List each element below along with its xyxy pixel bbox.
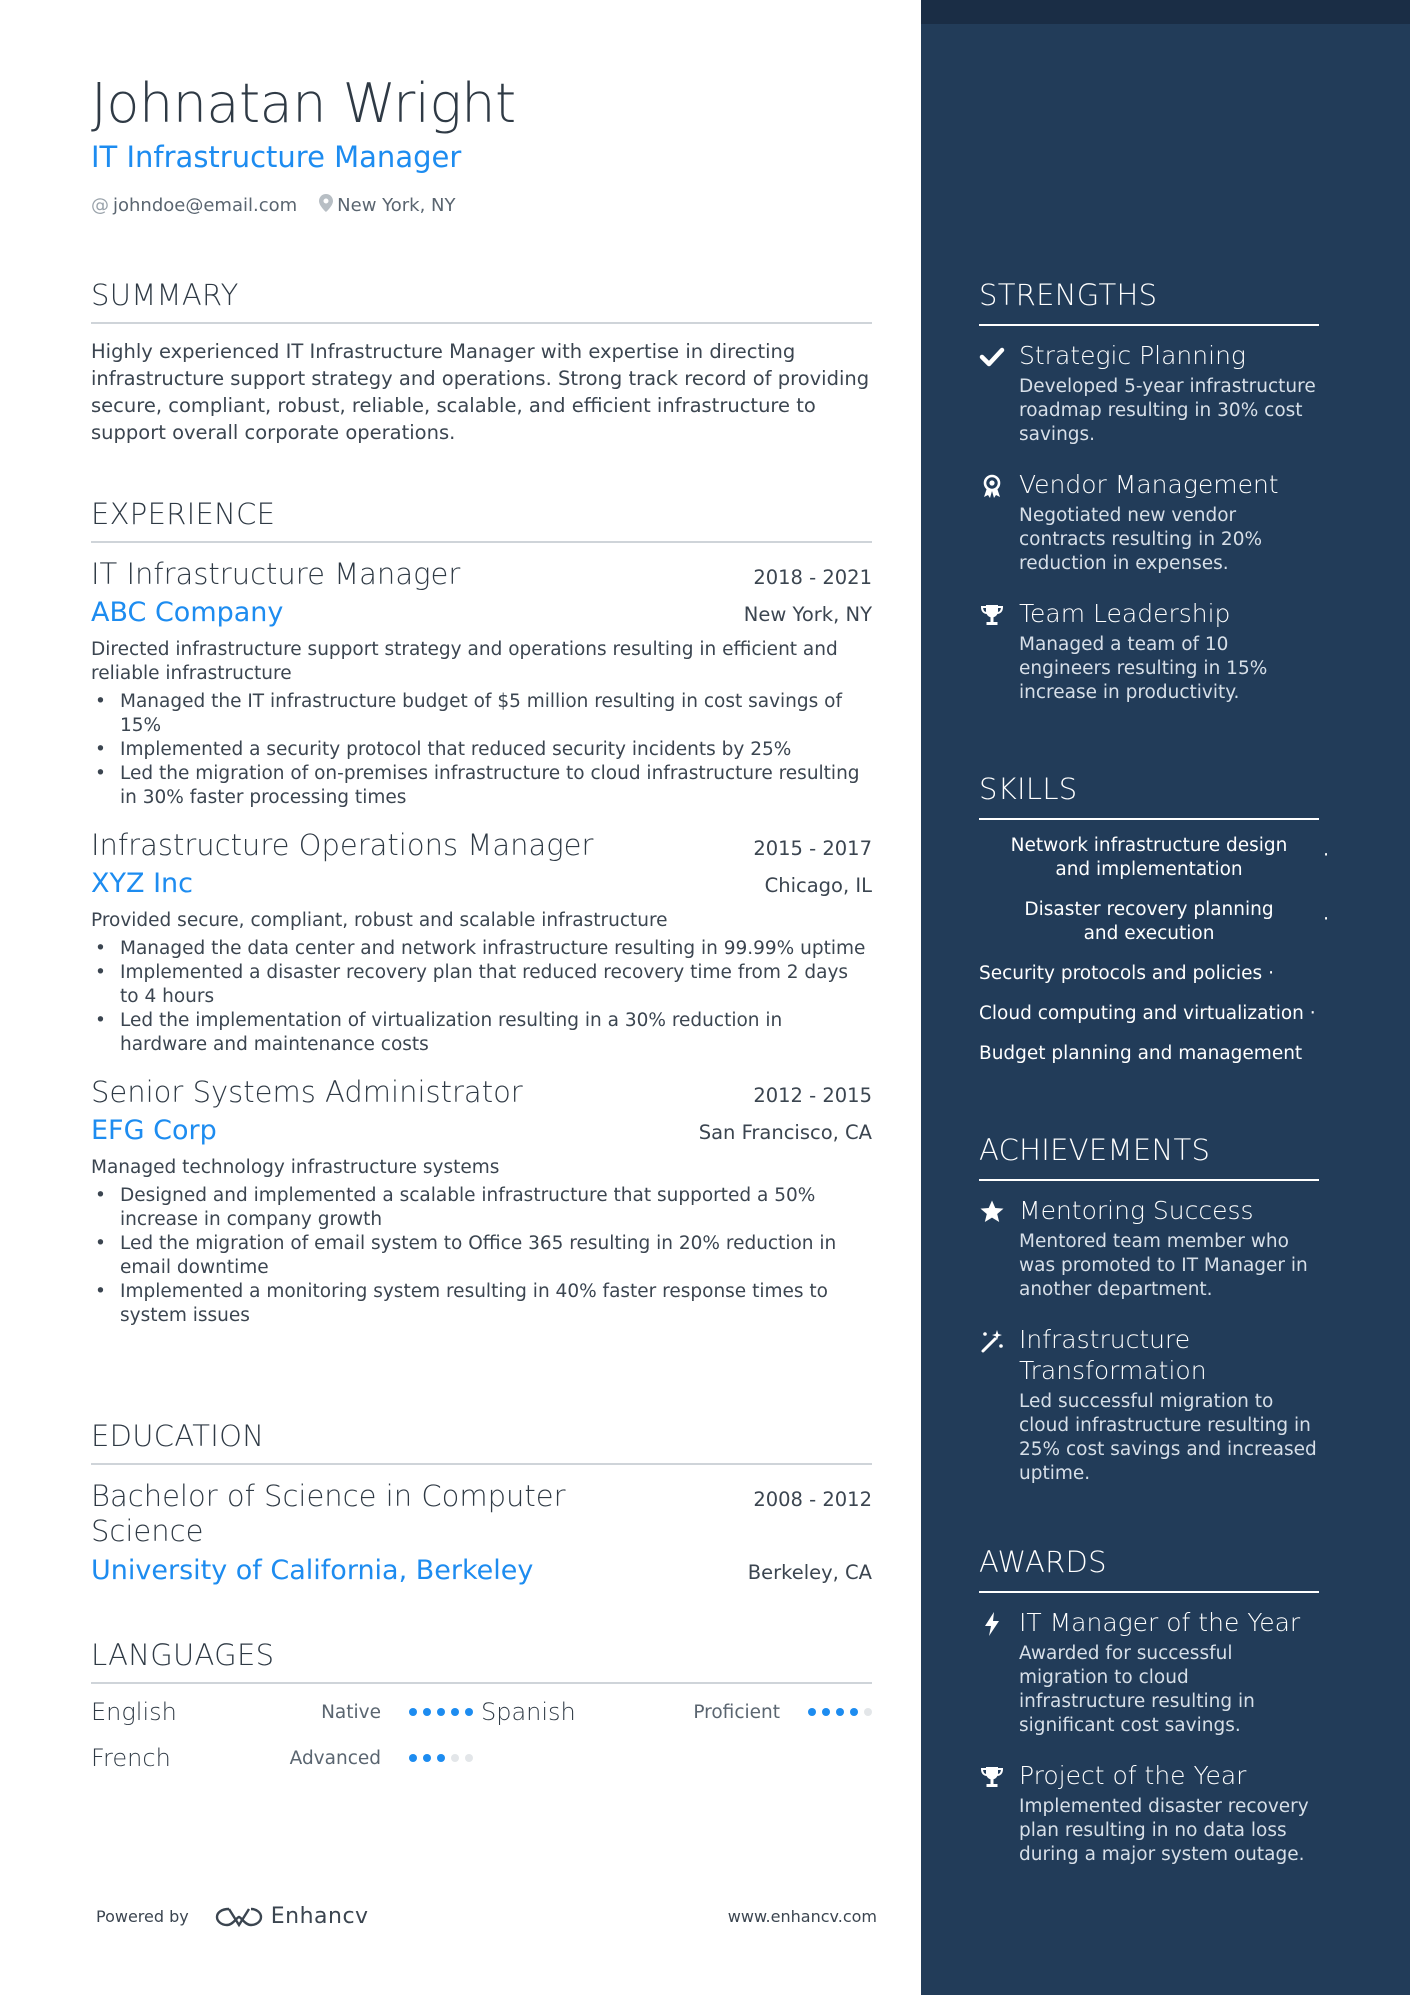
language-dots — [409, 1708, 473, 1716]
email-text: johndoe@email.com — [113, 195, 298, 216]
proficiency-dot-empty — [451, 1754, 459, 1762]
job-entry — [91, 828, 872, 1057]
strength-item — [979, 469, 1319, 576]
job-entry — [91, 1075, 872, 1328]
skill-separator: · — [1309, 1003, 1316, 1024]
award-item — [979, 1760, 1319, 1867]
strength-text: Developed 5-year infrastructure roadmap resulting in 30% cost savings. — [1019, 376, 1316, 445]
location-item — [319, 194, 455, 217]
job-entry — [91, 557, 872, 810]
skills-heading: SKILLS — [979, 772, 1319, 820]
skill-separator: · — [1323, 909, 1329, 930]
degree: Bachelor of Science in Computer Science — [91, 1479, 566, 1548]
brand-logo[interactable] — [215, 1904, 369, 1929]
proficiency-dot-filled — [451, 1708, 459, 1716]
languages-heading: LANGUAGES — [91, 1638, 872, 1684]
award-ribbon-icon — [979, 473, 1007, 501]
job-company: ABC Company — [91, 597, 284, 628]
star-icon — [979, 1199, 1007, 1227]
strength-item — [979, 340, 1319, 447]
job-company: EFG Corp — [91, 1115, 217, 1146]
strength-text: Managed a team of 10 engineers resulting in 15% increase in productivity. — [1019, 634, 1268, 703]
achievement-item — [979, 1324, 1319, 1486]
job-dates: 2015 - 2017 — [753, 837, 872, 860]
language-item — [481, 1698, 872, 1726]
candidate-title: IT Infrastructure Manager — [91, 140, 462, 174]
proficiency-dot-filled — [850, 1708, 858, 1716]
education-dates: 2008 - 2012 — [753, 1488, 872, 1511]
achievement-title: Mentoring Success — [1019, 1196, 1254, 1225]
job-bullets — [91, 937, 872, 1057]
enhancv-logo-icon — [215, 1905, 263, 1929]
award-item — [979, 1607, 1319, 1738]
experience-section — [91, 497, 872, 1328]
language-name: English — [91, 1698, 177, 1726]
job-bullets — [91, 1184, 872, 1328]
strengths-section — [979, 278, 1319, 705]
award-text: Implemented disaster recovery plan resulting in no data loss during a major system outage. — [1019, 1796, 1309, 1865]
location-pin-icon — [319, 194, 333, 217]
proficiency-dot-filled — [423, 1754, 431, 1762]
language-item — [91, 1698, 481, 1726]
job-role: Infrastructure Operations Manager — [91, 828, 594, 862]
contact-row — [91, 194, 477, 217]
job-bullet: • Managed the data center and network infrastructure resulting in 99.99% uptime — [91, 937, 872, 961]
skills-section — [979, 772, 1329, 1082]
magic-wand-icon — [979, 1328, 1007, 1356]
proficiency-dot-filled — [465, 1708, 473, 1716]
education-section — [91, 1419, 872, 1586]
experience-heading: EXPERIENCE — [91, 497, 872, 543]
achievement-item — [979, 1195, 1319, 1302]
job-location: New York, NY — [743, 603, 872, 626]
job-bullet: • Led the migration of on-premises infrastructure to cloud infrastructure resulting in 30% faster processing times — [91, 762, 872, 810]
proficiency-dot-filled — [822, 1708, 830, 1716]
proficiency-dot-filled — [808, 1708, 816, 1716]
job-role: Senior Systems Administrator — [91, 1075, 523, 1109]
language-level: Advanced — [289, 1747, 381, 1769]
proficiency-dot-filled — [409, 1708, 417, 1716]
job-bullet: • Led the migration of email system to Office 365 resulting in 20% reduction in email downtime — [91, 1232, 872, 1280]
skill-item: Security protocols and policies · — [979, 963, 1274, 984]
proficiency-dot-empty — [864, 1708, 872, 1716]
strength-title: Team Leadership — [1019, 599, 1231, 628]
job-role: IT Infrastructure Manager — [91, 557, 461, 591]
website-link[interactable]: www.enhancv.com — [727, 1907, 877, 1926]
language-item — [91, 1744, 481, 1772]
summary-section — [91, 278, 872, 446]
language-name: Spanish — [481, 1698, 576, 1726]
skills-list — [979, 834, 1329, 1066]
job-bullet: • Implemented a security protocol that reduced security incidents by 25% — [91, 738, 872, 762]
achievement-text: Mentored team member who was promoted to IT Manager in another department. — [1019, 1231, 1308, 1300]
at-icon: @ — [91, 195, 109, 216]
job-bullet: • Implemented a disaster recovery plan that reduced recovery time from 2 days to 4 hours — [91, 961, 872, 1009]
sidebar-top-band — [921, 0, 1410, 24]
language-dots — [808, 1708, 872, 1716]
job-description: Directed infrastructure support strategy and operations resulting in efficient and reliable infrastructure — [91, 639, 838, 684]
education-entry — [91, 1479, 872, 1586]
skill-item: Disaster recovery planning and execution · — [1024, 899, 1329, 944]
proficiency-dot-empty — [465, 1754, 473, 1762]
languages-section — [91, 1638, 872, 1772]
job-dates: 2012 - 2015 — [753, 1084, 872, 1107]
proficiency-dot-filled — [423, 1708, 431, 1716]
languages-list — [91, 1698, 872, 1772]
language-name: French — [91, 1744, 171, 1772]
check-icon — [979, 344, 1007, 372]
awards-heading: AWARDS — [979, 1545, 1319, 1593]
job-bullet: • Led the implementation of virtualization resulting in a 30% reduction in hardware and maintenance costs — [91, 1009, 872, 1057]
location-text: New York, NY — [337, 195, 456, 216]
award-title: IT Manager of the Year — [1019, 1608, 1301, 1637]
proficiency-dot-filled — [437, 1754, 445, 1762]
awards-section — [979, 1545, 1319, 1867]
award-title: Project of the Year — [1019, 1761, 1247, 1790]
summary-text: Highly experienced IT Infrastructure Manager with expertise in directing infrastructure support strategy and operations. Strong track record of providing secure, compliant, robust, reliable, scalable, and efficient infrastructure to support overall corporate operations. — [91, 340, 870, 444]
job-bullet: • Designed and implemented a scalable infrastructure that supported a 50% increase in company growth — [91, 1184, 872, 1232]
trophy-icon — [979, 602, 1007, 630]
achievements-section — [979, 1133, 1319, 1486]
skill-item: Cloud computing and virtualization · — [979, 1003, 1316, 1024]
summary-heading: SUMMARY — [91, 278, 872, 324]
school: University of California, Berkeley — [91, 1555, 534, 1586]
footer — [96, 1904, 877, 1929]
education-heading: EDUCATION — [91, 1419, 872, 1465]
achievement-text: Led successful migration to cloud infrastructure resulting in 25% cost savings and increased uptime. — [1019, 1391, 1317, 1484]
job-company: XYZ Inc — [91, 868, 193, 899]
strength-title: Strategic Planning — [1019, 341, 1246, 370]
proficiency-dot-filled — [836, 1708, 844, 1716]
education-location: Berkeley, CA — [747, 1561, 872, 1584]
language-dots — [409, 1754, 473, 1762]
job-description: Provided secure, compliant, robust and scalable infrastructure — [91, 910, 668, 931]
award-text: Awarded for successful migration to cloud infrastructure resulting in significant cost savings. — [1019, 1643, 1255, 1736]
skill-separator: · — [1323, 845, 1329, 866]
skill-separator: · — [1268, 963, 1274, 984]
achievements-heading: ACHIEVEMENTS — [979, 1133, 1319, 1181]
job-dates: 2018 - 2021 — [753, 566, 872, 589]
proficiency-dot-filled — [437, 1708, 445, 1716]
email-item[interactable] — [91, 195, 297, 216]
language-level: Proficient — [693, 1701, 780, 1723]
strength-title: Vendor Management — [1019, 470, 1279, 499]
skill-item: Network infrastructure design and implementation · — [1010, 835, 1329, 880]
strength-item — [979, 598, 1319, 705]
job-bullet: • Implemented a monitoring system resulting in 40% faster response times to system issues — [91, 1280, 872, 1328]
strengths-heading: STRENGTHS — [979, 278, 1319, 326]
brand-name: Enhancv — [270, 1904, 369, 1929]
job-bullets — [91, 690, 872, 810]
job-bullet: • Managed the IT infrastructure budget of $5 million resulting in cost savings of 15% — [91, 690, 872, 738]
job-location: Chicago, IL — [764, 874, 872, 897]
powered-by-label: Powered by — [96, 1907, 189, 1926]
candidate-name: Johnatan Wright — [91, 72, 516, 135]
lightning-icon — [979, 1611, 1007, 1639]
trophy-icon — [979, 1764, 1007, 1792]
language-level: Native — [321, 1701, 381, 1723]
proficiency-dot-filled — [409, 1754, 417, 1762]
strength-text: Negotiated new vendor contracts resulting in 20% reduction in expenses. — [1019, 505, 1263, 574]
job-location: San Francisco, CA — [698, 1121, 872, 1144]
achievement-title: Infrastructure Transformation — [1019, 1325, 1207, 1385]
job-description: Managed technology infrastructure systems — [91, 1157, 500, 1178]
skill-item: Budget planning and management — [979, 1043, 1303, 1064]
